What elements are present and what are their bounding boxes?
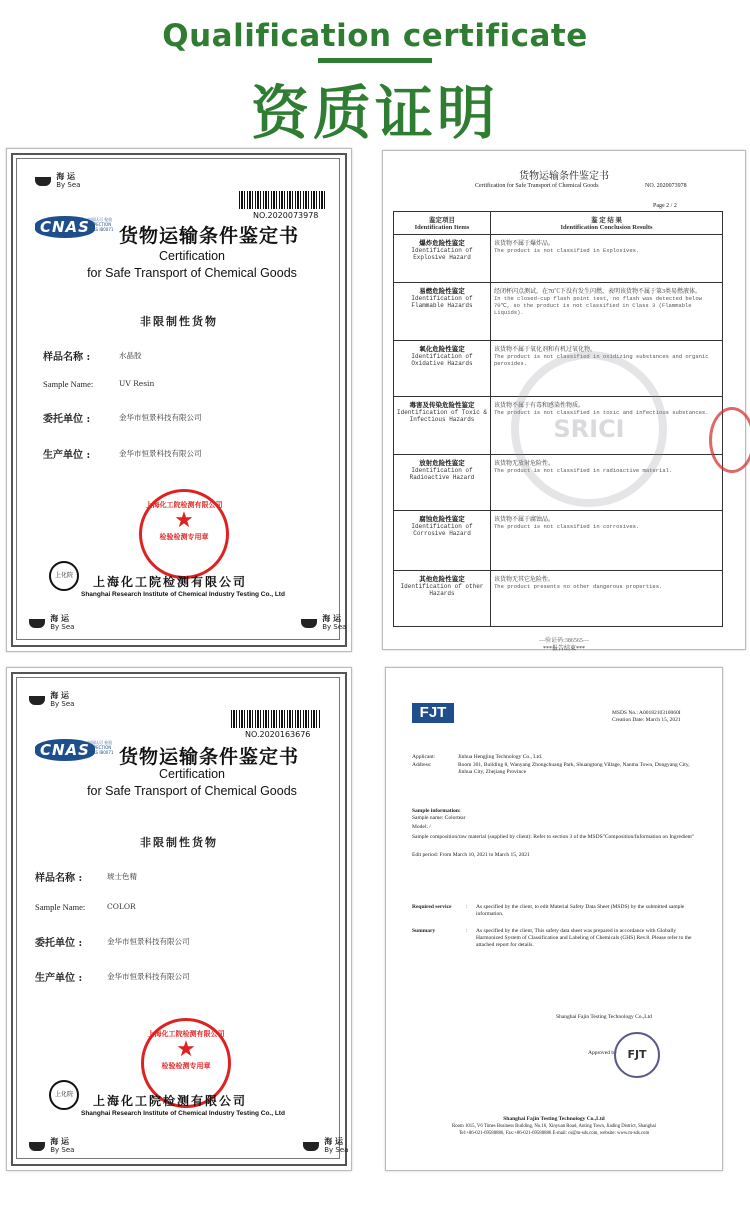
required-service: As specified by the client, to edit Material Safety Data Sheet (MSDS) by the submitted sample information. (476, 904, 685, 917)
institute-name-cn: 上海化工院检测有限公司 (93, 575, 248, 589)
producer-label: 生产单位 : (43, 450, 91, 461)
report-title-en: Certification for Safe Transport of Chemical Goods (475, 183, 599, 189)
institute-logo: 上化院 (49, 561, 79, 591)
srici-watermark: SRICI (511, 351, 667, 507)
sample-name-label-cn: 样品名称 : (43, 352, 91, 363)
verification-code: —验证码:386565— (539, 638, 589, 644)
footer-company: Shanghai Fajin Testing Technology Co.,Ltd (503, 1116, 605, 1122)
star-icon: ★ (174, 508, 194, 533)
cert-title-cn: 货物运输条件鉴定书 (119, 225, 300, 247)
cnas-logo: CNAS (35, 217, 95, 236)
table-row: 易燃危险性鉴定 Identification of Flammable Hazards 经闭杯闪点测试，在70℃下没有发生闪燃，表明该货物不属于第3类易燃液体。 In the closed-cup flash point test, no flash was detected below 70℃, so the product is not classified in Class 3 (Flammable Liquids). (394, 283, 723, 341)
cert-title-cn: 货物运输条件鉴定书 (119, 746, 300, 768)
by-sea-mark: 海 运 By Sea (29, 692, 74, 708)
sample-name-label-en: Sample Name: (35, 902, 86, 912)
ship-icon (29, 696, 45, 705)
client-value: 金华市恒景科技有限公司 (119, 413, 202, 422)
cnas-sub: 中国认可 检验 INSPECTION CNAS IB0071 (87, 217, 114, 232)
cert-title-en-2: for Safe Transport of Chemical Goods (87, 784, 297, 798)
cnas-logo: CNAS (35, 740, 95, 759)
institute-name-en: Shanghai Research Institute of Chemical Industry Testing Co., Ltd (81, 1110, 285, 1117)
footer-address: Room 1015, V6 Times Business Building, No.16, Xinyuan Road, Anting Town, Jiading District, Shanghai (452, 1124, 656, 1129)
by-sea-mark: 海 运 By Sea (35, 173, 80, 189)
address-value: Room 301, Building 8, Wanyang Zhongchuang Park, Shuangtong Village, Nanma Town, Dongyang City, Jinhua City, Zhejiang Province (458, 762, 690, 775)
summary-label: Summary (412, 928, 436, 934)
required-service-label: Required service (412, 904, 452, 910)
cargo-type: 非限制性货物 (140, 315, 218, 328)
title-underline (318, 58, 432, 63)
by-sea-mark-bottom-left: 海 运 By Sea (29, 615, 74, 631)
cert-number: NO.2020163676 (245, 730, 311, 739)
client-label: 委托单位 : (35, 938, 83, 949)
table-row: 放射危险性鉴定 Identification of Radioactive Hazard 该货物无放射危险性。 The product is not classified in radioactive material. (394, 455, 723, 511)
title-cn: 资质证明 (250, 79, 499, 147)
certificate-2 (6, 667, 352, 1171)
address-label: Address: (412, 762, 432, 768)
approved-by: Approved by (588, 1050, 617, 1056)
by-sea-mark-bottom-right: 海 运 By Sea (301, 615, 346, 631)
cert-title-en-1: Certification (159, 249, 225, 263)
barcode (239, 191, 327, 209)
sample-name-label-cn: 样品名称 : (35, 873, 83, 884)
report-end: ***报告结束*** (542, 646, 585, 652)
applicant-value: Jinhua Hengjing Technology Co., Ltd. (458, 754, 543, 760)
sample-name-value-cn: 水晶胶 (119, 351, 142, 360)
ship-icon (303, 1142, 319, 1151)
certificate-1 (6, 148, 352, 652)
company-name: Shanghai Fajin Testing Technology Co.,Ltd (556, 1014, 652, 1020)
report-page (382, 150, 746, 650)
ship-icon (29, 1142, 45, 1151)
cert-title-en-1: Certification (159, 767, 225, 781)
report-title-cn: 货物运输条件鉴定书 (519, 171, 609, 182)
table-row: 爆炸危险性鉴定 Identification of Explosive Hazard 该货物不属于爆炸品。 The product is not classified in Explosives. (394, 235, 723, 283)
cert-title-en-2: for Safe Transport of Chemical Goods (87, 266, 297, 280)
msds-number: MSDS No.: A0018210310060I (612, 710, 681, 716)
sample-name-value-en: UV Resin (119, 379, 155, 388)
sample-name-value-en: COLOR (107, 902, 136, 911)
footer-contact: Tel:+86-021-69580886, Fax:+86-021-69580886 E-mail: cs@m-sds.com, website: www.m-sds.com (458, 1131, 650, 1136)
applicant-label: Applicant: (412, 754, 436, 760)
table-row: 毒害及传染危险性鉴定 Identification of Toxic & Infectious Hazards 该货物不属于有毒和感染性物质。 The product is not classified in toxic and infectious substances. (394, 397, 723, 455)
fjt-logo: FJT (412, 703, 454, 723)
table-row: 氧化危险性鉴定 Identification of Oxidative Hazards 该货物不属于氧化剂和有机过氧化物。 The product is not classified in oxidizing substances and organic peroxides. (394, 341, 723, 397)
report-no: NO. 2020073978 (645, 183, 687, 189)
producer-label: 生产单位 : (35, 973, 83, 984)
client-label: 委托单位 : (43, 414, 91, 425)
composition: Sample composition/raw material (supplied by client): Refer to section 3 of the MSDS"Composition/Information on Ingredient" (412, 834, 695, 840)
sample-name: Sample name: Colortear (412, 815, 466, 821)
producer-value: 金华市恒景科技有限公司 (107, 972, 190, 981)
institute-name-cn: 上海化工院检测有限公司 (93, 1094, 248, 1108)
edit-period: Edit period: From March 10, 2021 to March 15, 2021 (412, 852, 530, 858)
ship-icon (29, 619, 45, 628)
cnas-sub: 中国认可 检验 INSPECTION CNAS IB0071 (87, 740, 114, 755)
creation-date: Creation Date: March 15, 2021 (612, 717, 681, 723)
title-en: Qualification certificate (162, 18, 588, 54)
cert-number: NO.2020073978 (253, 211, 319, 220)
sample-name-value-cn: 琥士色精 (107, 872, 137, 881)
partial-stamp (709, 407, 750, 473)
institute-logo: 上化院 (49, 1080, 79, 1110)
model: Model: / (412, 824, 431, 830)
cargo-type: 非限制性货物 (140, 836, 218, 849)
by-sea-mark-bottom-left: 海 运 By Sea (29, 1138, 74, 1154)
summary: As specified by the client, This safety data sheet was prepared in accordance with Globally Harmonized System of Classification and Labeling of Chemicals (GHS) Rev.8. Please refer to the attached report for details. (476, 928, 692, 948)
ship-icon (301, 619, 317, 628)
institute-name-en: Shanghai Research Institute of Chemical Industry Testing Co., Ltd (81, 591, 285, 598)
star-icon: ★ (176, 1037, 196, 1062)
report-page-number: Page 2 / 2 (653, 203, 677, 209)
table-row: 其他危险性鉴定 Identification of other Hazards 该货物无其它危险性。 The product presents no other dangerous properties. (394, 571, 723, 627)
msds-page: FJT MSDS No.: A0018210310060I Creation Date: March 15, 2021 Applicant: Jinhua Hengjing Technology Co., Ltd. Address: Room 301, Building 8, Wanyang Zhongchuang Park, Shuangtong Village, Nanma Town, Dongyang City, Jinhua City, Zhejiang Province Sample information: Sample name: Colortear Model: / Sample composition/raw material (supplied by client): Refer to section 3 of the MSDS"Composition/Information on Ingredient" Edit period: From March 10, 2021 to March 15, 2021 Required service : As specified by the client, to edit Material Safety Data Sheet (MSDS) by the submitted sample information. Summary : As specified by the client, This safety data sheet was prepared in accordance with Globally Harmonized System of Classification and Labeling of Chemicals (GHS) Rev.8. Please refer to the attached report for details. Shanghai Fajin Testing Technology Co.,Ltd Approved by FJT Shanghai Fajin Testing Technology Co.,Ltd Room 1015, V6 Times Business Building, No.16, Xinyuan Road, Anting Town, Jiading District, Shanghai Tel:+86-021-69580886, Fax:+86-021-69580886 E-mail: cs@m-sds.com, website: www.m-sds.com (385, 667, 723, 1171)
table-header: 鉴定项目 Identification Items 鉴 定 结 果 Identification Conclusion Results (394, 212, 723, 235)
sample-info-title: Sample information: (412, 808, 461, 814)
official-stamp: 上海化工院检测有限公司 ★ 检验检测专用章 (141, 1018, 231, 1108)
by-sea-mark-bottom-right: 海 运 By Sea (303, 1138, 348, 1154)
sample-name-label-en: Sample Name: (43, 379, 94, 389)
table-row: 腐蚀危险性鉴定 Identification of Corrosive Hazard 该货物不属于腐蚀品。 The product is not classified in corrosives. (394, 511, 723, 571)
official-stamp: 上海化工院检测有限公司 ★ 检验检测专用章 (139, 489, 229, 579)
producer-value: 金华市恒景科技有限公司 (119, 449, 202, 458)
client-value: 金华市恒景科技有限公司 (107, 937, 190, 946)
ship-icon (35, 177, 51, 186)
fjt-seal: FJT (614, 1032, 660, 1078)
barcode (231, 710, 321, 728)
